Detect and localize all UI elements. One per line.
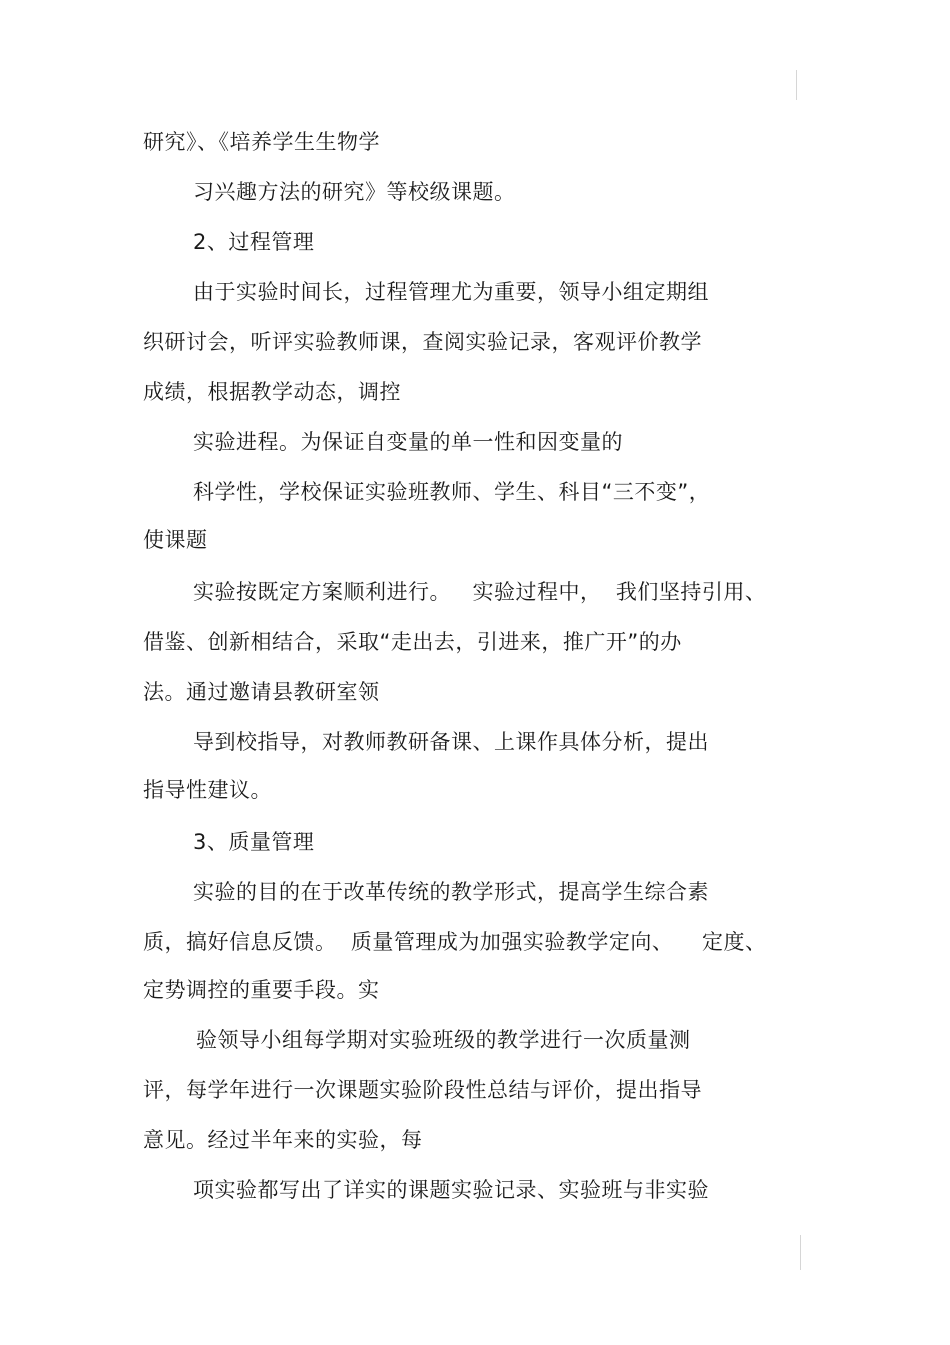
page-edge-mark-bottom bbox=[800, 1235, 801, 1270]
text-line-7: 实验进程。为保证自变量的单一性和因变量的 bbox=[193, 430, 623, 454]
text-line-4: 由于实验时间长，过程管理尤为重要，领导小组定期组 bbox=[193, 280, 709, 304]
text-line-6: 成绩，根据教学动态，调控 bbox=[143, 380, 401, 404]
text-line-9: 使课题 bbox=[143, 528, 208, 552]
text-line-21: 意见。经过半年来的实验，每 bbox=[143, 1128, 423, 1152]
text-line-11: 借鉴、创新相结合，采取“走出去，引进来，推广开”的办 bbox=[143, 630, 682, 654]
text-line-10: 实验按既定方案顺利进行。 实验过程中， 我们坚持引用、 bbox=[193, 580, 767, 604]
section-heading-quality-management: 3、质量管理 bbox=[193, 830, 315, 854]
text-line-22: 项实验都写出了详实的课题实验记录、实验班与非实验 bbox=[193, 1178, 709, 1202]
text-line-5: 织研讨会，听评实验教师课，查阅实验记录，客观评价教学 bbox=[143, 330, 702, 354]
text-line-18: 定势调控的重要手段。实 bbox=[143, 978, 380, 1002]
text-line-17: 质，搞好信息反馈。 质量管理成为加强实验教学定向、 定度、 bbox=[143, 930, 767, 954]
text-line-14: 指导性建议。 bbox=[143, 778, 272, 802]
section-heading-process-management: 2、过程管理 bbox=[193, 230, 315, 254]
text-line-1: 研究》、《培养学生生物学 bbox=[143, 130, 380, 154]
text-line-20: 评，每学年进行一次课题实验阶段性总结与评价，提出指导 bbox=[143, 1078, 702, 1102]
text-line-19: 验领导小组每学期对实验班级的教学进行一次质量测 bbox=[196, 1028, 691, 1052]
text-line-2: 习兴趣方法的研究》等校级课题。 bbox=[193, 180, 516, 204]
text-line-8: 科学性，学校保证实验班教师、学生、科目“三不变”， bbox=[193, 480, 711, 504]
text-line-16: 实验的目的在于改革传统的教学形式，提高学生综合素 bbox=[193, 880, 709, 904]
text-line-13: 导到校指导，对教师教研备课、上课作具体分析，提出 bbox=[193, 730, 709, 754]
text-line-12: 法。通过邀请县教研室领 bbox=[143, 680, 380, 704]
page-edge-mark-top bbox=[796, 70, 797, 100]
